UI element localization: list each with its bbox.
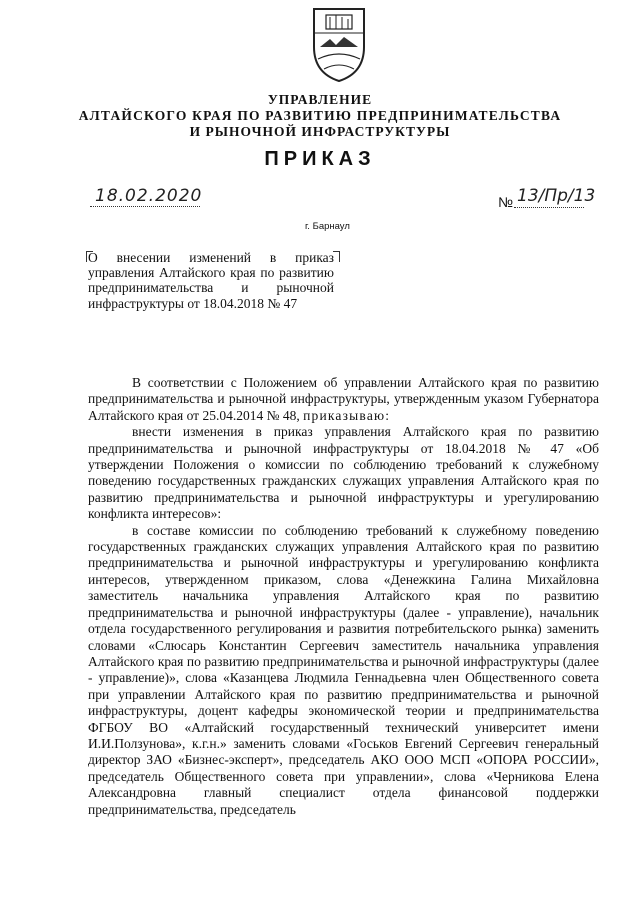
preamble-text: В соответствии с Положением об управлении Алтайского края по развитию предпринимательства и рыночной инфраструктуры, утвержденным указом Губернатора Алтайского края от 25.04.2014 № 48, xyxy=(88,375,599,423)
org-name-line1: УПРАВЛЕНИЕ xyxy=(267,92,373,107)
order-word: приказываю: xyxy=(303,407,391,423)
coat-of-arms-emblem xyxy=(306,3,372,85)
document-number: 13/Пр/13 xyxy=(517,186,596,206)
body-paragraph-3: в составе комиссии по соблюдению требований к служебному поведению государственных гражданских служащих управления Алтайского края по развитию предпринимательства и рыночной инфраструктуры и урегулированию конфликта интересов, утвержденном приказом, слова «Денежкина Галина Михайловна заместитель начальника управления Алтайского края по развитию предпринимательства и рыночной инфраструктуры (далее - управление), начальник отдела государственного регулирования и развития потребительского рынка) заменить словами «Слюсарь Константин Сергеевич заместитель начальника управления Алтайского края по развитию предпринимательства и рыночной инфраструктуры (далее - управление)», слова «Казанцева Людмила Геннадьевна член Общественного совета при управлении Алтайского края по развитию предпринимательства и рыночной инфраструктуры, доцент кафедры экономической теории и предпринимательства ФГБОУ ВО «Алтайский государственный технический университет имени И.И.Ползунова», к.г.н.» заменить словами «Госьков Евгений Сергеевич генеральный директор ЗАО «Бизнес-эксперт», председатель АКО ООО МСП «ОПОРА РОССИИ», председатель Общественного совета при управлении», слова «Черникова Елена Александровна главный специалист отдела финансовой поддержки предпринимательства, председатель xyxy=(88,522,599,817)
date-underline xyxy=(90,206,200,207)
document-date: 18.02.2020 xyxy=(95,186,203,206)
org-name-line2: АЛТАЙСКОГО КРАЯ ПО РАЗВИТИЮ ПРЕДПРИНИМАТЕЛЬСТВА xyxy=(78,108,562,123)
org-name-line3: И РЫНОЧНОЙ ИНФРАСТРУКТУРЫ xyxy=(189,124,451,139)
subject-block xyxy=(88,250,334,311)
number-label: № xyxy=(498,194,514,210)
body-paragraph-1 xyxy=(88,375,599,424)
city: г. Барнаул xyxy=(305,221,350,232)
number-underline xyxy=(514,207,584,208)
document-type-title: ПРИКАЗ xyxy=(264,148,376,170)
document-body xyxy=(88,375,599,818)
body-paragraph-2: внести изменения в приказ управления Алтайского края по развитию предпринимательства и рыночной инфраструктуры от 18.04.2018 № 47 «Об утверждении Положения о комиссии по соблюдению требований к служебному поведению государственных гражданских служащих управления Алтайского края по развитию предпринимательства и рыночной инфраструктуры и урегулированию конфликта интересов»: xyxy=(88,424,599,522)
subject-bracket-right xyxy=(333,251,340,262)
subject-text: О внесении изменений в приказ управления Алтайского края по развитию предпринимательства и рыночной инфраструктуры от 18.04.2018 № 47 xyxy=(88,250,334,311)
